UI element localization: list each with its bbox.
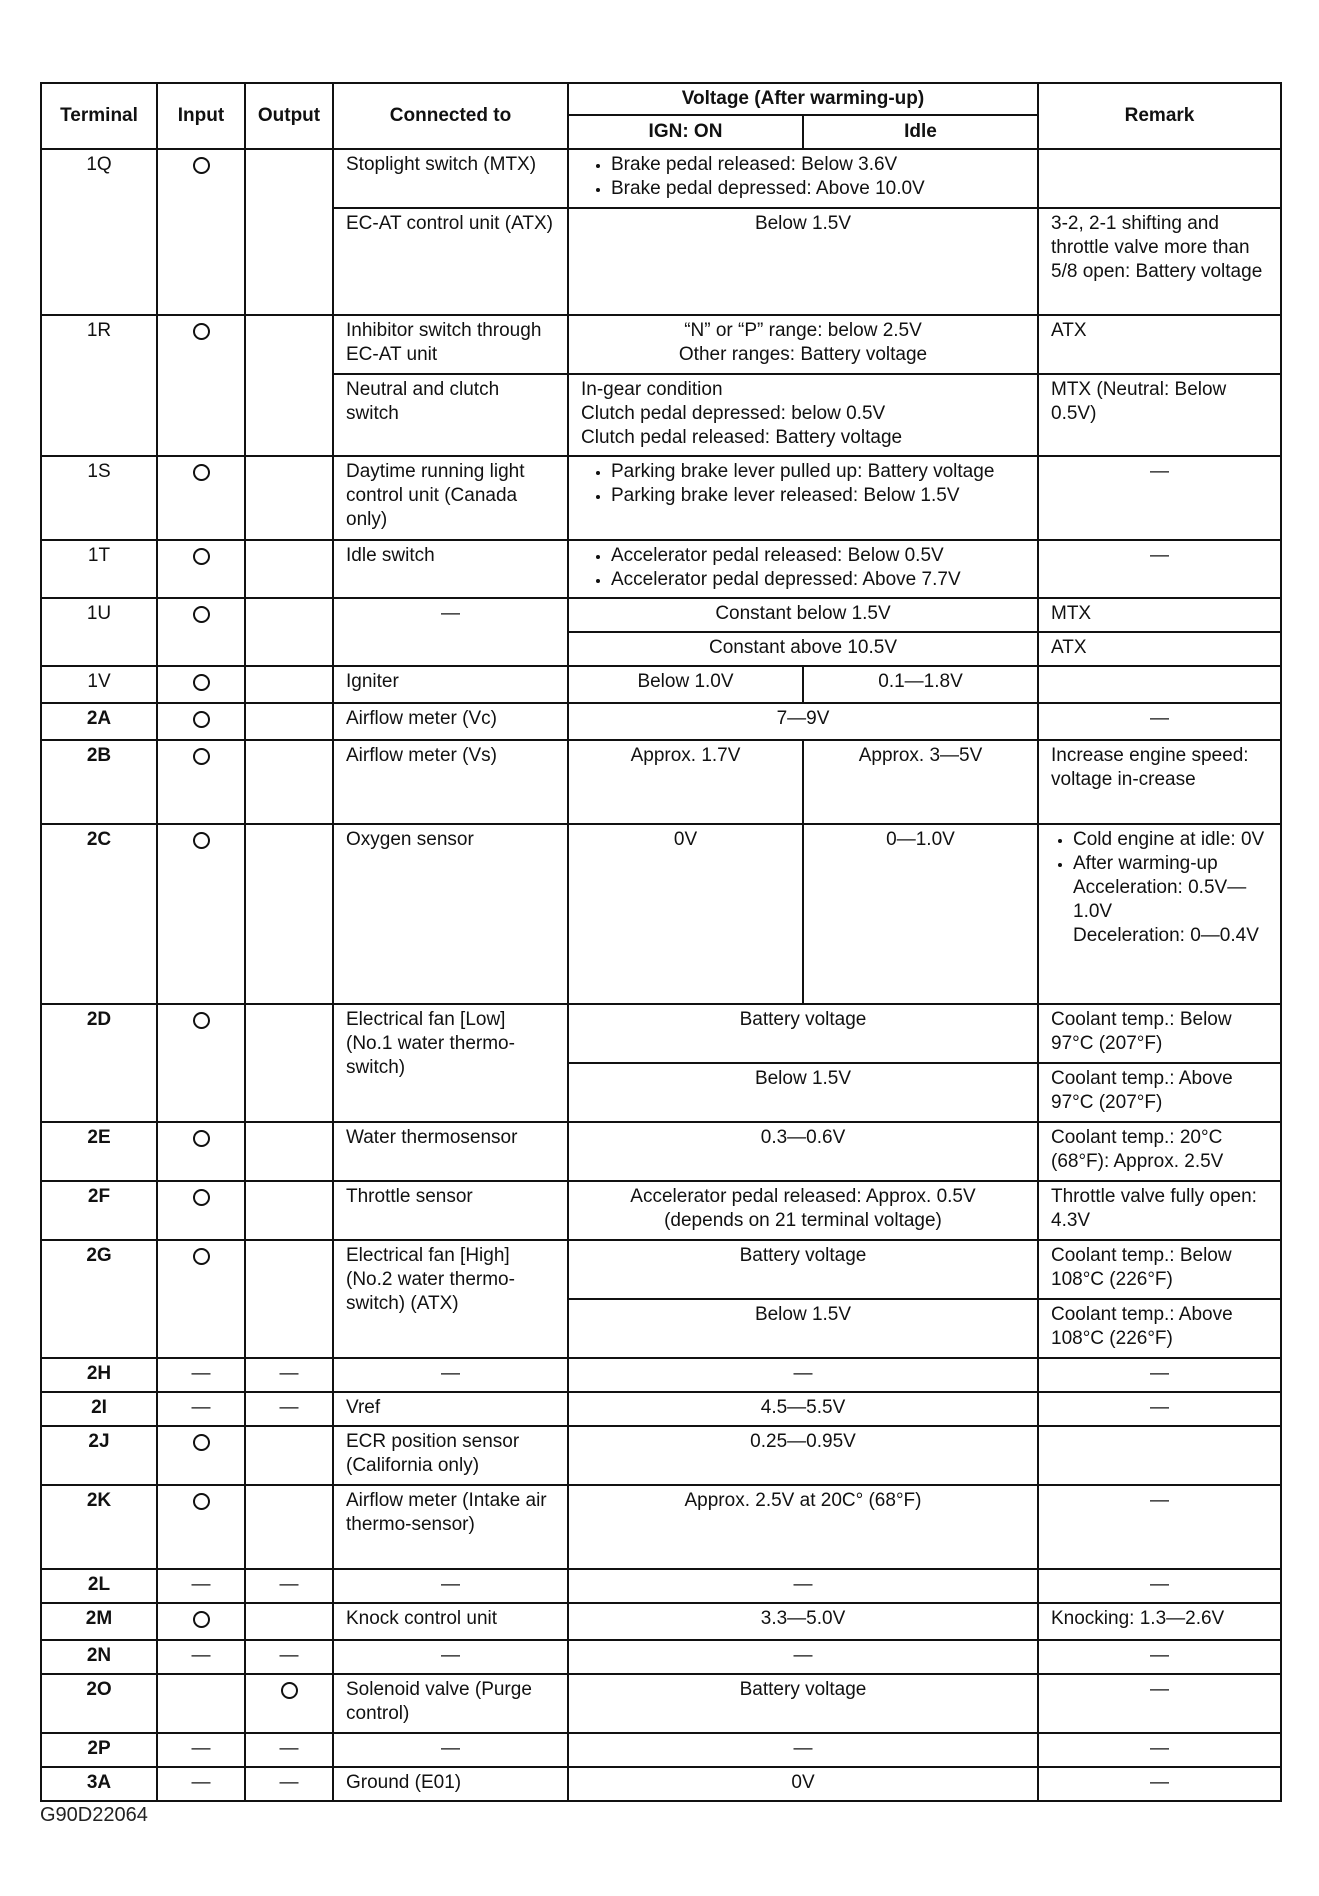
terminal-cell: 2J (41, 1426, 157, 1485)
connected-cell: Airflow meter (Vs) (333, 740, 568, 824)
voltage-cell: Approx. 2.5V at 20C° (68°F) (568, 1485, 1038, 1569)
connected-cell: Inhibitor switch through EC-AT unit (333, 315, 568, 374)
voltage-line: • Accelerator pedal depressed: Above 7.7V (611, 568, 1025, 592)
input-mark-icon (193, 1434, 210, 1451)
input-mark-icon (193, 464, 210, 481)
output-cell: — (245, 1569, 333, 1603)
input-cell: — (157, 1392, 245, 1426)
input-mark-icon (193, 157, 210, 174)
voltage-line: Accelerator pedal released: Approx. 0.5V (630, 1186, 976, 1207)
output-cell (245, 1122, 333, 1181)
terminal-cell: 1T (41, 540, 157, 598)
remark-cell: Increase engine speed: voltage in-crease (1038, 740, 1281, 824)
terminal-cell: 2O (41, 1674, 157, 1733)
input-cell (157, 456, 245, 540)
voltage-cell: 3.3—5.0V (568, 1603, 1038, 1640)
table-row (41, 824, 1281, 1004)
voltage-cell (568, 374, 1038, 456)
connected-cell: Vref (333, 1392, 568, 1426)
voltage-cell: Constant above 10.5V (568, 632, 1038, 666)
voltage-cell: Battery voltage (568, 1674, 1038, 1733)
terminal-cell: 2P (41, 1733, 157, 1767)
remark-cell: — (1038, 1485, 1281, 1569)
header-remark: Remark (1038, 83, 1281, 149)
table-row (41, 1004, 1281, 1063)
connected-cell: Stoplight switch (MTX) (333, 149, 568, 208)
input-cell: — (157, 1640, 245, 1674)
output-cell (245, 1240, 333, 1358)
figure-code: G90D22064 (40, 1804, 148, 1826)
output-cell: — (245, 1640, 333, 1674)
voltage-cell: — (568, 1733, 1038, 1767)
terminal-cell: 2H (41, 1358, 157, 1392)
input-cell (157, 315, 245, 456)
remark-cell: 3-2, 2-1 shifting and throttle valve more than 5/8 open: Battery voltage (1038, 208, 1281, 315)
remark-cell: — (1038, 1358, 1281, 1392)
input-cell (157, 740, 245, 824)
terminal-cell: 1R (41, 315, 157, 456)
input-cell (157, 824, 245, 1004)
terminal-cell: 1V (41, 666, 157, 703)
table-row (41, 1358, 1281, 1392)
terminal-cell: 2E (41, 1122, 157, 1181)
output-cell (245, 1426, 333, 1485)
voltage-cell: 7—9V (568, 703, 1038, 740)
connected-cell: Water thermosensor (333, 1122, 568, 1181)
terminal-cell: 2N (41, 1640, 157, 1674)
output-cell (245, 1181, 333, 1240)
terminal-cell: 1S (41, 456, 157, 540)
input-mark-icon (193, 1248, 210, 1265)
output-cell (245, 1603, 333, 1640)
remark-cell (1038, 824, 1281, 1004)
table-row (41, 1640, 1281, 1674)
connected-cell: Daytime running light control unit (Canada only) (333, 456, 568, 540)
input-cell (157, 1181, 245, 1240)
connected-cell: Oxygen sensor (333, 824, 568, 1004)
table-row (41, 315, 1281, 374)
header-idle: Idle (803, 115, 1038, 149)
voltage-cell: Constant below 1.5V (568, 598, 1038, 632)
voltage-cell: — (568, 1569, 1038, 1603)
idle-cell: 0.1—1.8V (803, 666, 1038, 703)
voltage-cell (568, 540, 1038, 598)
table-row (41, 1122, 1281, 1181)
input-cell (157, 1674, 245, 1733)
input-cell (157, 1004, 245, 1122)
remark-cell: — (1038, 1674, 1281, 1733)
terminal-cell: 1U (41, 598, 157, 666)
input-cell (157, 1485, 245, 1569)
remark-line: • Cold engine at idle: 0V (1073, 828, 1268, 852)
idle-cell: Approx. 3—5V (803, 740, 1038, 824)
voltage-line: In-gear condition (581, 379, 723, 400)
terminal-cell: 2K (41, 1485, 157, 1569)
input-cell: — (157, 1733, 245, 1767)
terminal-cell: 2G (41, 1240, 157, 1358)
output-mark-icon (281, 1682, 298, 1699)
remark-cell (1038, 1426, 1281, 1485)
table-row (41, 703, 1281, 740)
output-cell: — (245, 1392, 333, 1426)
connected-cell: Ground (E01) (333, 1767, 568, 1801)
remark-cell: — (1038, 540, 1281, 598)
output-cell (245, 598, 333, 666)
remark-cell: Coolant temp.: Below 108°C (226°F) (1038, 1240, 1281, 1299)
terminal-cell: 2B (41, 740, 157, 824)
connected-cell: Knock control unit (333, 1603, 568, 1640)
remark-subline: Acceleration: 0.5V—1.0V (1073, 877, 1247, 922)
remark-cell: — (1038, 456, 1281, 540)
output-cell (245, 315, 333, 456)
voltage-cell: Below 1.5V (568, 208, 1038, 315)
table-row (41, 149, 1281, 208)
remark-cell: — (1038, 1767, 1281, 1801)
input-mark-icon (193, 832, 210, 849)
output-cell: — (245, 1767, 333, 1801)
connected-cell: Airflow meter (Intake air thermo-sensor) (333, 1485, 568, 1569)
input-cell: — (157, 1569, 245, 1603)
connected-cell: EC-AT control unit (ATX) (333, 208, 568, 315)
output-cell (245, 456, 333, 540)
table-row (41, 1181, 1281, 1240)
voltage-cell (568, 149, 1038, 208)
voltage-line: • Accelerator pedal released: Below 0.5V (611, 544, 1025, 568)
output-cell: — (245, 1358, 333, 1392)
input-mark-icon (193, 674, 210, 691)
table-row (41, 1674, 1281, 1733)
voltage-cell (568, 456, 1038, 540)
remark-cell: Throttle valve fully open: 4.3V (1038, 1181, 1281, 1240)
output-cell (245, 740, 333, 824)
connected-cell: Airflow meter (Vc) (333, 703, 568, 740)
remark-cell: Coolant temp.: 20°C (68°F): Approx. 2.5V (1038, 1122, 1281, 1181)
output-cell (245, 1485, 333, 1569)
remark-cell: — (1038, 1569, 1281, 1603)
terminal-cell: 2A (41, 703, 157, 740)
terminal-cell: 1Q (41, 149, 157, 315)
input-cell (157, 1603, 245, 1640)
table-row (41, 1426, 1281, 1485)
remark-cell: — (1038, 1733, 1281, 1767)
table-row (41, 1240, 1281, 1299)
connected-cell: Neutral and clutch switch (333, 374, 568, 456)
connected-cell: — (333, 1569, 568, 1603)
connected-cell: Solenoid valve (Purge control) (333, 1674, 568, 1733)
header-ign-on: IGN: ON (568, 115, 803, 149)
header-connected-to: Connected to (333, 83, 568, 149)
input-cell (157, 1240, 245, 1358)
connected-cell: Idle switch (333, 540, 568, 598)
voltage-line: • Brake pedal depressed: Above 10.0V (611, 177, 1025, 201)
table-row (41, 1767, 1281, 1801)
voltage-line: Clutch pedal released: Battery voltage (581, 427, 903, 448)
terminal-cell: 2M (41, 1603, 157, 1640)
idle-cell: 0—1.0V (803, 824, 1038, 1004)
terminal-cell: 2L (41, 1569, 157, 1603)
connected-cell: — (333, 1733, 568, 1767)
input-cell (157, 598, 245, 666)
table-row (41, 456, 1281, 540)
input-mark-icon (193, 1012, 210, 1029)
voltage-cell: 0.3—0.6V (568, 1122, 1038, 1181)
input-mark-icon (193, 606, 210, 623)
remark-cell: — (1038, 1392, 1281, 1426)
voltage-cell: 0V (568, 1767, 1038, 1801)
ign-on-cell: Approx. 1.7V (568, 740, 803, 824)
terminal-cell: 2C (41, 824, 157, 1004)
table-row (41, 1392, 1281, 1426)
input-mark-icon (193, 711, 210, 728)
remark-cell: ATX (1038, 315, 1281, 374)
terminal-cell: 2I (41, 1392, 157, 1426)
connected-cell: — (333, 1358, 568, 1392)
table-row (41, 666, 1281, 703)
table-row (41, 1733, 1281, 1767)
header-terminal: Terminal (41, 83, 157, 149)
input-cell (157, 1426, 245, 1485)
voltage-cell: Battery voltage (568, 1004, 1038, 1063)
voltage-line: Other ranges: Battery voltage (678, 344, 928, 365)
terminal-cell: 2F (41, 1181, 157, 1240)
input-cell: — (157, 1358, 245, 1392)
voltage-line: • Parking brake lever released: Below 1.5V (611, 484, 1025, 508)
header-input: Input (157, 83, 245, 149)
remark-cell (1038, 149, 1281, 208)
input-cell (157, 149, 245, 315)
voltage-line: “N” or “P” range: below 2.5V (684, 320, 922, 341)
remark-cell: Coolant temp.: Above 97°C (207°F) (1038, 1063, 1281, 1122)
output-cell (245, 824, 333, 1004)
voltage-line: • Parking brake lever pulled up: Battery voltage (611, 460, 1025, 484)
voltage-line: • Brake pedal released: Below 3.6V (611, 153, 1025, 177)
table-row (41, 1569, 1281, 1603)
output-cell (245, 1674, 333, 1733)
table-row (41, 740, 1281, 824)
remark-cell (1038, 666, 1281, 703)
input-mark-icon (193, 548, 210, 565)
connected-cell: ECR position sensor (California only) (333, 1426, 568, 1485)
voltage-line: (depends on 21 terminal voltage) (664, 1210, 942, 1231)
input-mark-icon (193, 748, 210, 765)
voltage-cell: Below 1.5V (568, 1063, 1038, 1122)
connected-cell: Electrical fan [Low] (No.1 water thermo-switch) (333, 1004, 568, 1122)
input-mark-icon (193, 1189, 210, 1206)
voltage-cell: Battery voltage (568, 1240, 1038, 1299)
table-row (41, 1603, 1281, 1640)
output-cell (245, 540, 333, 598)
ign-on-cell: Below 1.0V (568, 666, 803, 703)
remark-cell: ATX (1038, 632, 1281, 666)
connected-cell: Throttle sensor (333, 1181, 568, 1240)
ign-on-cell: 0V (568, 824, 803, 1004)
connected-cell: — (333, 598, 568, 666)
table-row (41, 1485, 1281, 1569)
input-cell (157, 703, 245, 740)
voltage-cell: 0.25—0.95V (568, 1426, 1038, 1485)
header-voltage: Voltage (After warming-up) (568, 83, 1038, 115)
remark-subline: • After warming-up (1073, 853, 1218, 874)
voltage-cell (568, 1181, 1038, 1240)
remark-cell: — (1038, 1640, 1281, 1674)
terminal-voltage-table (40, 82, 1282, 1802)
terminal-cell: 3A (41, 1767, 157, 1801)
input-mark-icon (193, 1130, 210, 1147)
input-cell (157, 1122, 245, 1181)
remark-subline: Deceleration: 0—0.4V (1073, 925, 1259, 946)
remark-cell: MTX (Neutral: Below 0.5V) (1038, 374, 1281, 456)
output-cell (245, 149, 333, 315)
header-output: Output (245, 83, 333, 149)
table-row (41, 598, 1281, 632)
connected-cell: Electrical fan [High] (No.2 water thermo-switch) (ATX) (333, 1240, 568, 1358)
voltage-line: Clutch pedal depressed: below 0.5V (581, 403, 886, 424)
voltage-cell (568, 315, 1038, 374)
terminal-cell: 2D (41, 1004, 157, 1122)
remark-cell: Knocking: 1.3—2.6V (1038, 1603, 1281, 1640)
connected-cell: Igniter (333, 666, 568, 703)
remark-line (1073, 852, 1268, 948)
input-cell: — (157, 1767, 245, 1801)
input-mark-icon (193, 323, 210, 340)
connected-cell: — (333, 1640, 568, 1674)
input-cell (157, 540, 245, 598)
voltage-cell: 4.5—5.5V (568, 1392, 1038, 1426)
table-row (41, 540, 1281, 598)
voltage-cell: Below 1.5V (568, 1299, 1038, 1358)
output-cell (245, 703, 333, 740)
output-cell (245, 666, 333, 703)
remark-cell: Coolant temp.: Below 97°C (207°F) (1038, 1004, 1281, 1063)
input-mark-icon (193, 1611, 210, 1628)
remark-cell: Coolant temp.: Above 108°C (226°F) (1038, 1299, 1281, 1358)
input-mark-icon (193, 1493, 210, 1510)
output-cell (245, 1004, 333, 1122)
voltage-cell: — (568, 1358, 1038, 1392)
remark-cell: MTX (1038, 598, 1281, 632)
input-cell (157, 666, 245, 703)
output-cell: — (245, 1733, 333, 1767)
voltage-cell: — (568, 1640, 1038, 1674)
remark-cell: — (1038, 703, 1281, 740)
